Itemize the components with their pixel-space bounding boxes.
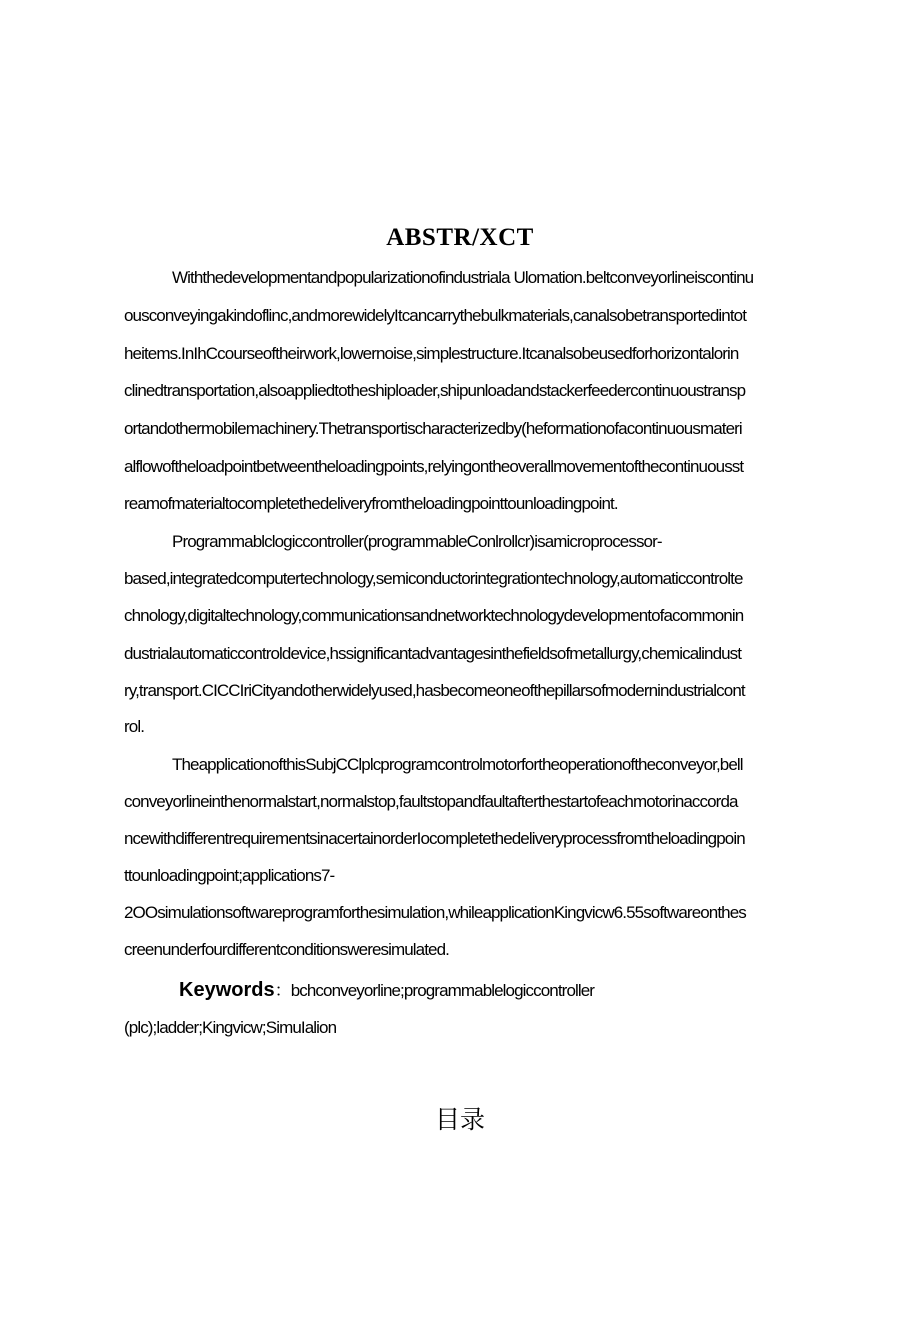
abstract-paragraph-1-line: alflowoftheloadpointbetweentheloadingpoints,relyingontheoverallmovementofthecontinuousst [124,457,744,476]
abstract-paragraph-2-line: based,integratedcomputertechnology,semiconductorintegrationtechnology,automaticcontrolte [124,569,743,588]
abstract-paragraph-3-line: ttounloadingpoint;applications7- [124,866,335,885]
abstract-paragraph-1-line: reamofmaterialtocompletethedeliveryfromtheloadingpointtounloadingpoint. [124,494,618,513]
abstract-paragraph-2-line: ry,transport.CICCIriCityandotherwidelyused,hasbecomeoneofthepillarsofmodernindustrialcont [124,681,745,700]
abstract-paragraph-3-line: creenunderfourdifferentconditionsweresimulated. [124,940,449,959]
abstract-paragraph-3-line: ncewithdifferentrequirementsinacertainorderIocompletethedeliveryprocessfromtheloadingpoin [124,829,745,848]
toc-title: 目录 [434,1105,485,1134]
abstract-paragraph-3-line: 2OOsimulationsoftwareprogramforthesimulation,whileapplicationKingvicw6.55softwareonthes [124,903,746,922]
abstract-paragraph-2-line: chnology,digitaltechnology,communicationsandnetworktechnologydevelopmentofacommonin [124,606,744,625]
abstract-paragraph-1-line: heitems.InIhCcourseoftheirwork,lowernoise,simplestructure.Itcanalsobeusedforhorizontalorin [124,344,739,363]
keywords-text: bchconveyorline;programmablelogiccontroller [290,981,595,1000]
keywords-continuation: (plc);ladder;Kingvicw;SimuIalion [124,1018,337,1037]
abstract-paragraph-1-line: Withthedevelopmentandpopularizationofindustriala Ulomation.beltconveyorlineiscontinu [172,268,754,287]
abstract-paragraph-3-line: TheapplicationofthisSubjCClplcprogramcontrolmotorfortheoperationoftheconveyor,bell [172,755,743,774]
abstract-paragraph-2-line: Programmablclogiccontroller(programmableConlrollcr)isamicroprocessor- [172,532,662,551]
keywords-label: Keywords [179,979,275,1001]
abstract-paragraph-2-line: dustrialautomaticcontroldevice,hssignificantadvantagesinthefieldsofmetallurgy,chemicalindust [124,644,742,663]
abstract-paragraph-1-line: ortandothermobilemachinery.Thetransportischaracterizedby(heformationofacontinuousmateri [124,419,742,438]
abstract-title: ABSTR/XCT [386,224,534,251]
keywords-line [179,978,594,1003]
abstract-paragraph-2-line: rol. [124,717,145,736]
keywords-separator: ： [274,981,291,1000]
abstract-paragraph-1-line: clinedtransportation,alsoappliedtotheshiploader,shipunloadandstackerfeedercontinuoustransp [124,381,746,400]
abstract-paragraph-1-line: ousconveyingakindoflinc,andmorewidelyItcancarrythebulkmaterials,canalsobetransportedintot [124,306,747,325]
abstract-paragraph-3-line: conveyorlineinthenormalstart,normalstop,faultstopandfaultafterthestartofeachmotorinaccorda [124,792,738,811]
